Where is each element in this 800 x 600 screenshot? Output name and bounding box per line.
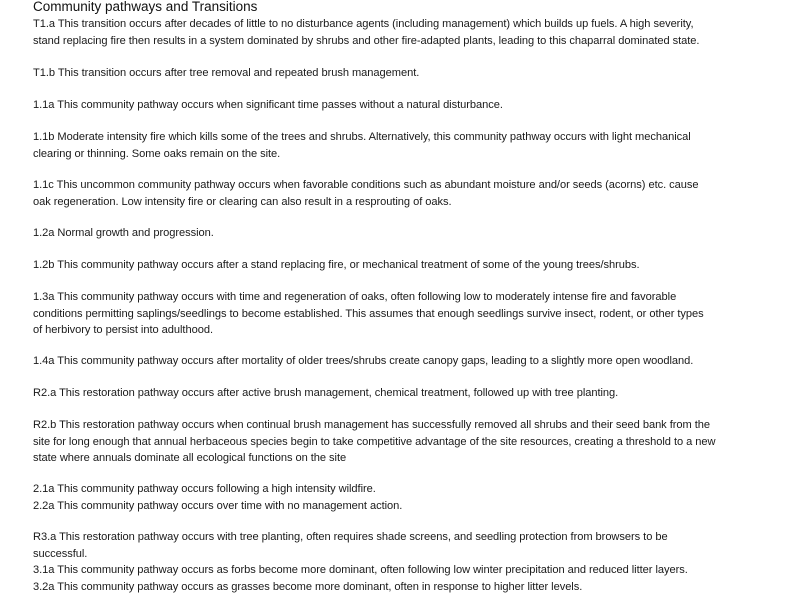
paragraph-1-1a: 1.1a This community pathway occurs when significant time passes without a natural disturbance.	[33, 99, 503, 111]
paragraph-t1a: T1.a This transition occurs after decades of little to no disturbance agents (including management) which builds up fuels. A high severity, stand replacing fire then results in a system dominated by shrubs and other fire-adapted plants, leading to this chaparral dominated state.	[33, 18, 700, 47]
paragraph-r2a: R2.a This restoration pathway occurs after active brush management, chemical treatment, followed up with tree planting.	[33, 387, 619, 399]
paragraph-1-1b: 1.1b Moderate intensity fire which kills some of the trees and shrubs. Alternatively, this community pathway occurs with light mechanical clearing or thinning. Some oaks remain on the site.	[33, 131, 691, 160]
paragraph-r2b: R2.b This restoration pathway occurs when continual brush management has successfully removed all shrubs and their seed bank from the site for long enough that annual herbaceous species begin to take competitive advantage of the site resources, creating a threshold to a new state where annuals dominate all ecological functions on the site	[33, 419, 716, 464]
page-title: Community pathways and Transitions	[33, 0, 258, 14]
paragraph-1-2a: 1.2a Normal growth and progression.	[33, 227, 214, 239]
paragraph-1-4a: 1.4a This community pathway occurs after mortality of older trees/shrubs create canopy gaps, leading to a slightly more open woodland.	[33, 355, 694, 367]
paragraph-r3a-3-1a-3-2a: R3.a This restoration pathway occurs with tree planting, often requires shade screens, and seedling protection from browsers to be successful. 3.1a This community pathway occurs as forbs become more dominant, often following low winter precipitation and reduced litter layers. 3.2a This community pathway occurs as grasses become more dominant, often in response to higher litter levels.	[33, 531, 688, 593]
paragraph-1-2b: 1.2b This community pathway occurs after a stand replacing fire, or mechanical treatment of some of the young trees/shrubs.	[33, 259, 640, 271]
paragraph-t1b: T1.b This transition occurs after tree removal and repeated brush management.	[33, 67, 420, 79]
paragraph-1-3a: 1.3a This community pathway occurs with time and regeneration of oaks, often following low to moderately intense fire and favorable conditions permitting saplings/seedlings to become established. This assumes that enough seedlings survive insect, rodent, or other types of herbivory to persist into adulthood.	[33, 291, 704, 336]
paragraph-2-1a-2-2a: 2.1a This community pathway occurs following a high intensity wildfire. 2.2a This community pathway occurs over time with no management action.	[33, 483, 403, 512]
paragraph-1-1c: 1.1c This uncommon community pathway occurs when favorable conditions such as abundant moisture and/or seeds (acorns) etc. cause oak regeneration. Low intensity fire or clearing can also result in a resprouting of oaks.	[33, 179, 699, 208]
